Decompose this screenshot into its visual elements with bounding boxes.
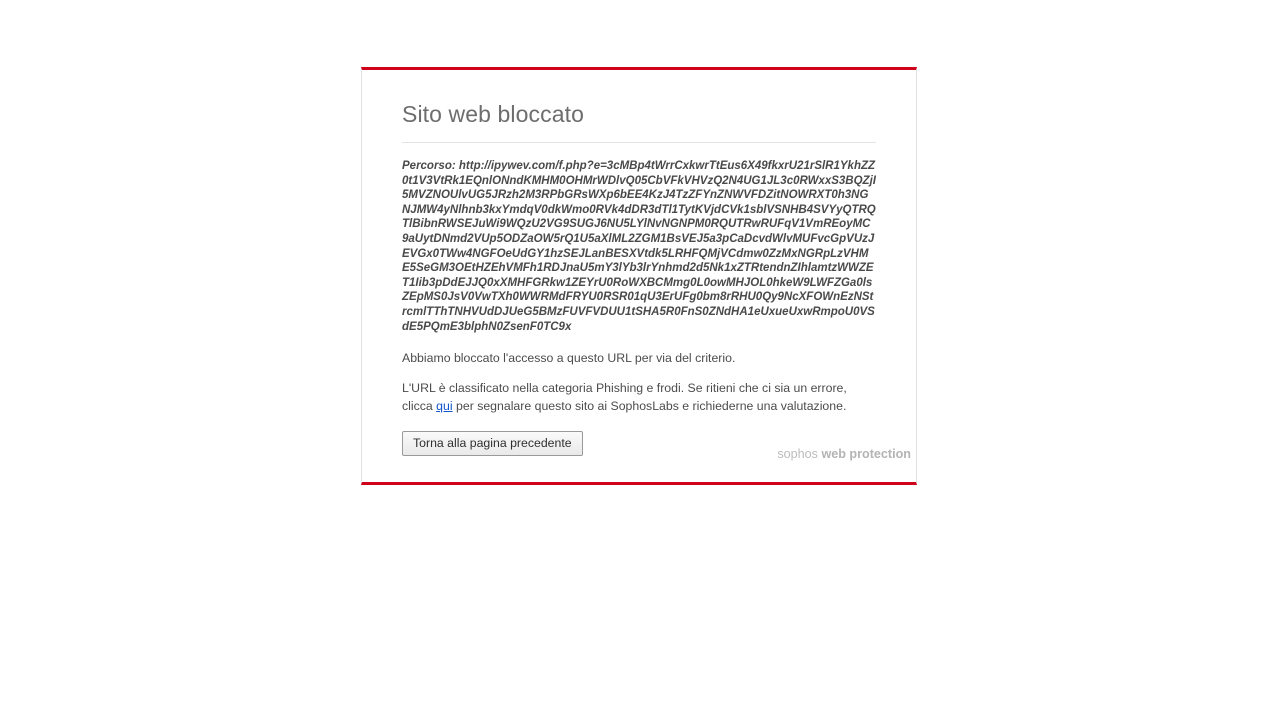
back-button[interactable]: Torna alla pagina precedente	[402, 431, 583, 456]
block-reason-text: Abbiamo bloccato l'accesso a questo URL per via del criterio.	[402, 351, 736, 366]
category-text-after: per segnalare questo sito ai SophosLabs e richiederne una valutazione.	[452, 399, 847, 414]
title-divider	[402, 142, 876, 143]
block-card	[361, 67, 917, 485]
path-value: http://ipywev.com/f.php?e=3cMBp4tWrrCxkwrTtEus6X49fkxrU21rSlR1YkhZZ0t1V3VtRk1EQnlONndKMHM0OHMrWDlvQ05CbVFkVHVzQ2N4UG1JL3c0RWxxS3BQZjI5MVZNOUlvUG5JRzh2M3RPbGRsWXp6bEE4KzJ4TzZFYnZNWVFDZitNOWRXT0h3NGNJMW4yNlhnb3kxYmdqV0dkWmo0RVk4dDR3dTl1TytKVjdCVk1sblVSNHB4SVYyQTRQTlBibnRWSEJuWi9WQzU2VG9SUGJ6NU5LYlNvNGNPM0RQUTRwRUFqV1VmREoyMC9aUytDNmd2VUp5ODZaOW5rQ1U5aXlML2ZGM1BsVEJ5a3pCaDcvdWlvMUFvcGpVUzJEVGx0TWw4NGFOeUdGY1hzSEJLanBESXVtdk5LRHFQMjVCdmw0ZzMxNGRpLzVHME5SeGM3OEtHZEhVMFh1RDJnaU5mY3lYb3lrYnhmd2d5Nk1xZTRtendnZIhlamtzWWZET1Iib3pDdEJJQ0xXMHFGRkw1ZEYrU0RoWXBCMmg0L0owMHJOL0hkeW9LWFZGa0lsZEpMS0JsV0VwTXh0WWRMdFRYU0RSR01qU3ErUFg0bm8rRHU0Qy9NcXFOWnEzNStrcmlTThTNHVUdDJUeG5BMzFUVFVDUU1tSHA5R0FnS0ZNdHA1eUxueUxwRmpoU0VSdE5PQmE3blphN0ZsenF0TC9x	[402, 160, 876, 333]
blocked-url-path	[402, 159, 876, 334]
category-text-before: L'URL è classificato nella categoria Phishing e frodi. Se ritieni che ci sia un errore, clicca	[402, 381, 847, 414]
brand-name-light: sophos	[777, 447, 822, 461]
brand-name-strong: web protection	[821, 447, 911, 461]
page-title: Sito web bloccato	[402, 101, 584, 127]
path-label: Percorso:	[402, 160, 456, 172]
category-explanation-text	[402, 379, 876, 415]
report-link[interactable]: qui	[436, 399, 453, 414]
footer-brand	[361, 447, 917, 461]
